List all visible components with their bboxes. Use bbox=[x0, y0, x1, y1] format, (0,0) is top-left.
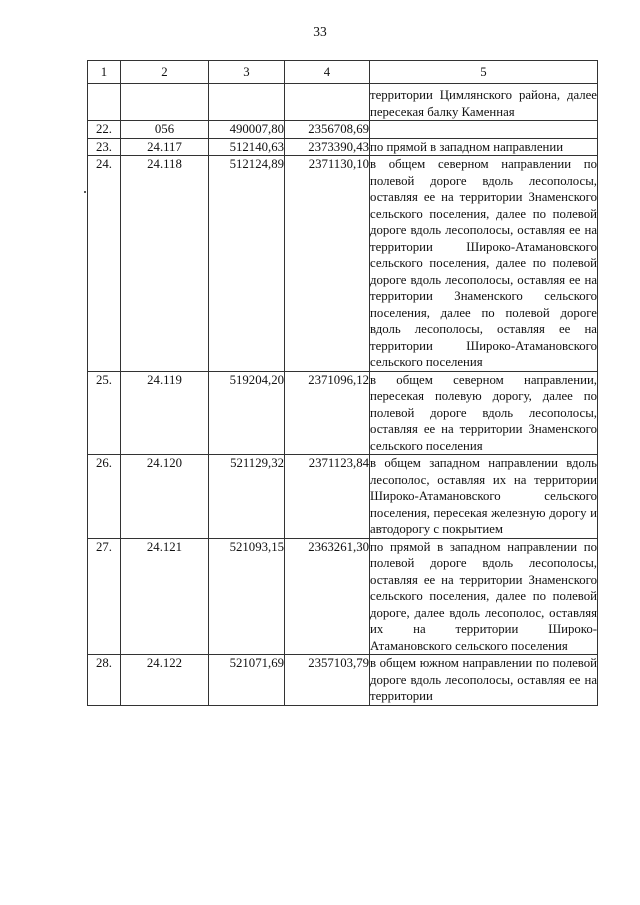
coord-x: 490007,80 bbox=[209, 121, 285, 139]
header-col-5: 5 bbox=[370, 61, 598, 84]
header-col-4: 4 bbox=[285, 61, 370, 84]
point-code: 056 bbox=[121, 121, 209, 139]
page-number: 33 bbox=[313, 24, 327, 39]
point-code: 24.122 bbox=[121, 655, 209, 706]
point-code: 24.118 bbox=[121, 156, 209, 372]
row-number: 27. bbox=[88, 538, 121, 655]
row-number: 23. bbox=[88, 138, 121, 156]
header-col-3: 3 bbox=[209, 61, 285, 84]
table-row bbox=[88, 655, 598, 706]
row-number: 25. bbox=[88, 371, 121, 455]
row-number: 26. bbox=[88, 455, 121, 539]
boundary-description: территории Цимлянского района, далее пересекая балку Каменная bbox=[370, 84, 598, 121]
coord-x: 512140,63 bbox=[209, 138, 285, 156]
row-number: 22. bbox=[88, 121, 121, 139]
coord-x: 512124,89 bbox=[209, 156, 285, 372]
table-row bbox=[88, 156, 598, 372]
header-col-2: 2 bbox=[121, 61, 209, 84]
coord-y: 2373390,43 bbox=[285, 138, 370, 156]
coord-y: 2371130,10 bbox=[285, 156, 370, 372]
table-row bbox=[88, 84, 598, 121]
boundary-description: в общем южном направлении по полевой дороге вдоль лесополосы, оставляя ее на территории bbox=[370, 656, 597, 703]
boundary-description: в общем северном направлении, пересекая полевую дорогу, далее по полевой дороге вдоль лесополосы, оставляя ее на территории Знаменского сельского поселения bbox=[370, 372, 597, 453]
coord-x: 521071,69 bbox=[209, 655, 285, 706]
scan-speck bbox=[84, 191, 86, 193]
point-code: 24.117 bbox=[121, 138, 209, 156]
table-row bbox=[88, 138, 598, 156]
boundary-description: по прямой в западном направлении bbox=[370, 138, 598, 156]
coord-y bbox=[285, 84, 370, 121]
point-code: 24.120 bbox=[121, 455, 209, 539]
coord-y: 2371123,84 bbox=[285, 455, 370, 539]
point-code: 24.119 bbox=[121, 371, 209, 455]
coord-x: 519204,20 bbox=[209, 371, 285, 455]
row-number bbox=[88, 84, 121, 121]
boundary-description: в общем западном направлении вдоль лесополос, оставляя их на территории Широко-Атамановского сельского поселения, пересекая железную дорогу и автодорогу с покрытием bbox=[370, 456, 597, 536]
coord-y: 2356708,69 bbox=[285, 121, 370, 139]
coord-y: 2357103,79 bbox=[285, 655, 370, 706]
boundary-description: по прямой в западном направлении по полевой дороге вдоль лесополосы, оставляя ее на территории Знаменского сельского поселения, далее по полевой дороге, далее вдоль лесополос, оставляя их на территории Широко-Атамановского сельского поселения bbox=[370, 539, 597, 653]
boundary-description: в общем северном направлении по полевой дороге вдоль лесополосы, оставляя ее на территории Знаменского сельского поселения, далее по полевой дороге вдоль лесополосы, оставляя ее на территории Широко-Атамановского сельского поселения, далее по полевой дороге вдоль лесополосы, оставляя ее на территории Знаменского сельского поселения, далее по полевой дороге вдоль лесополосы, оставляя ее на территории Широко-Атамановского сельского поселения bbox=[370, 157, 597, 369]
header-col-1: 1 bbox=[88, 61, 121, 84]
table-row bbox=[88, 121, 598, 139]
point-code: 24.121 bbox=[121, 538, 209, 655]
boundary-points-table bbox=[87, 60, 598, 706]
boundary-description bbox=[370, 121, 598, 139]
coord-y: 2371096,12 bbox=[285, 371, 370, 455]
table-row bbox=[88, 538, 598, 655]
table-header-row bbox=[88, 61, 598, 84]
table-row bbox=[88, 371, 598, 455]
table-row bbox=[88, 455, 598, 539]
coord-x: 521129,32 bbox=[209, 455, 285, 539]
row-number: 24. bbox=[88, 156, 121, 372]
coord-y: 2363261,30 bbox=[285, 538, 370, 655]
row-number: 28. bbox=[88, 655, 121, 706]
point-code bbox=[121, 84, 209, 121]
coord-x: 521093,15 bbox=[209, 538, 285, 655]
coord-x bbox=[209, 84, 285, 121]
